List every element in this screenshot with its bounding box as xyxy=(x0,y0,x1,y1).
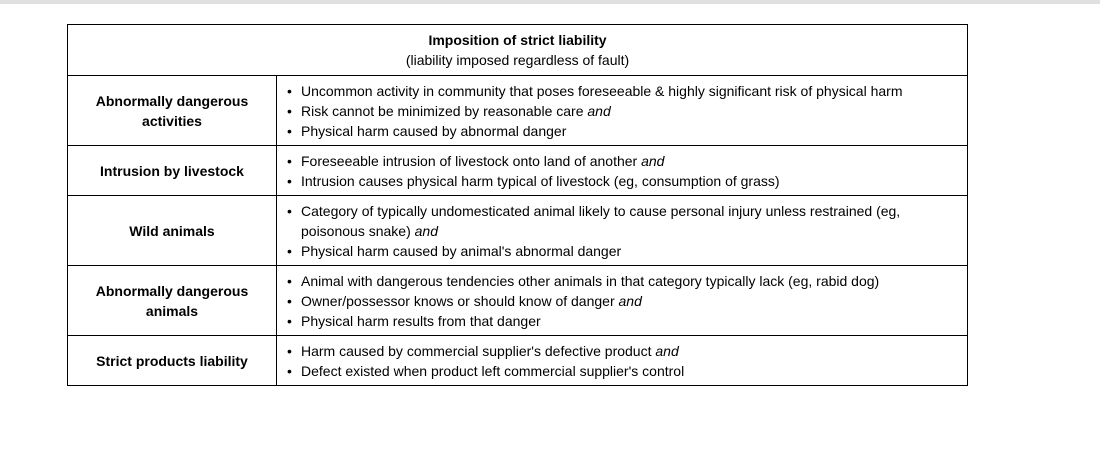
strict-liability-table-container xyxy=(67,24,967,386)
bullet-icon: • xyxy=(287,172,292,189)
bullet-icon: • xyxy=(287,362,292,379)
list-item-text: Defect existed when product left commercial supplier's control xyxy=(301,362,685,379)
bullet-list xyxy=(287,201,959,261)
list-item xyxy=(287,361,959,381)
bullet-list xyxy=(287,81,959,141)
list-item xyxy=(287,271,959,291)
list-item-text: Physical harm caused by animal's abnormal danger xyxy=(301,242,622,259)
table-title: Imposition of strict liability xyxy=(428,32,607,48)
row-content xyxy=(277,76,968,146)
table-row xyxy=(68,336,968,386)
bullet-list xyxy=(287,271,959,331)
list-item-text: Animal with dangerous tendencies other animals in that category typically lack (eg, rabid dog) xyxy=(301,272,880,289)
list-item-text: Intrusion causes physical harm typical of livestock (eg, consumption of grass) xyxy=(301,172,780,189)
list-item-conjunction: and xyxy=(618,292,642,309)
bullet-icon: • xyxy=(287,292,292,309)
bullet-icon: • xyxy=(287,312,292,329)
row-content xyxy=(277,336,968,386)
bullet-icon: • xyxy=(287,342,292,359)
list-item-conjunction: and xyxy=(587,102,611,119)
list-item xyxy=(287,151,959,171)
list-item xyxy=(287,121,959,141)
bullet-icon: • xyxy=(287,152,292,169)
list-item-text: Uncommon activity in community that poses foreseeable & highly significant risk of physical harm xyxy=(301,82,903,99)
row-label: Intrusion by livestock xyxy=(68,146,277,196)
table-row xyxy=(68,196,968,266)
list-item xyxy=(287,101,959,121)
list-item-text: Harm caused by commercial supplier's defective product xyxy=(301,342,656,359)
bullet-icon: • xyxy=(287,242,292,259)
row-label: Abnormally dangerous activities xyxy=(68,76,277,146)
row-content xyxy=(277,266,968,336)
list-item-conjunction: and xyxy=(641,152,665,169)
table-header-row xyxy=(68,25,968,76)
row-label: Abnormally dangerous animals xyxy=(68,266,277,336)
list-item-conjunction: and xyxy=(414,222,438,239)
list-item xyxy=(287,291,959,311)
row-content xyxy=(277,196,968,266)
list-item xyxy=(287,81,959,101)
table-row xyxy=(68,146,968,196)
bullet-icon: • xyxy=(287,82,292,99)
table-row xyxy=(68,266,968,336)
bullet-list xyxy=(287,341,959,381)
list-item-text: Risk cannot be minimized by reasonable care xyxy=(301,102,588,119)
table-title-cell xyxy=(68,25,968,76)
list-item-text: Owner/possessor knows or should know of danger xyxy=(301,292,619,309)
list-item-text: Physical harm results from that danger xyxy=(301,312,541,329)
list-item xyxy=(287,171,959,191)
list-item-text: Physical harm caused by abnormal danger xyxy=(301,122,567,139)
row-label: Wild animals xyxy=(68,196,277,266)
bullet-icon: • xyxy=(287,202,292,219)
list-item xyxy=(287,201,959,241)
list-item-text: Category of typically undomesticated animal likely to cause personal injury unless restrained (eg, poisonous snake) xyxy=(301,202,901,239)
list-item-text: Foreseeable intrusion of livestock onto land of another xyxy=(301,152,642,169)
bullet-icon: • xyxy=(287,272,292,289)
table-row xyxy=(68,76,968,146)
bullet-list xyxy=(287,151,959,191)
list-item xyxy=(287,241,959,261)
table-subtitle: (liability imposed regardless of fault) xyxy=(405,52,630,68)
list-item xyxy=(287,341,959,361)
list-item-conjunction: and xyxy=(655,342,679,359)
row-label: Strict products liability xyxy=(68,336,277,386)
bullet-icon: • xyxy=(287,122,292,139)
top-divider xyxy=(0,0,1100,4)
list-item xyxy=(287,311,959,331)
row-content xyxy=(277,146,968,196)
strict-liability-table xyxy=(67,24,968,386)
bullet-icon: • xyxy=(287,102,292,119)
